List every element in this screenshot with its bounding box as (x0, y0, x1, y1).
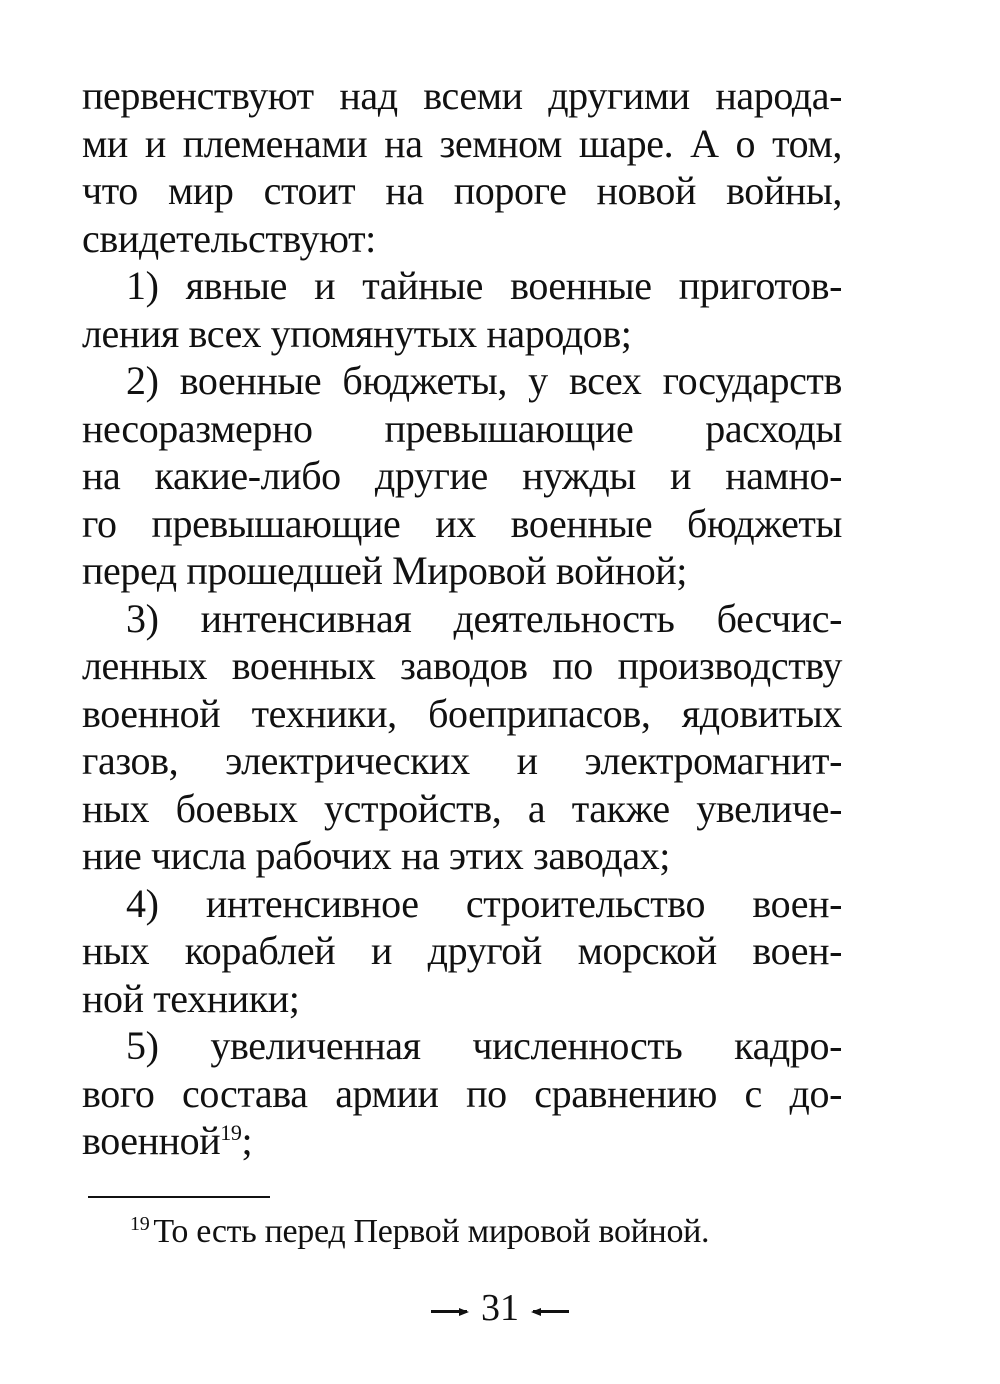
text-line: газов, электрических и электромагнит- (82, 738, 842, 783)
list-item-5-line: 5) увеличенная численность кадро- (126, 1023, 842, 1068)
ornament-dash-right-icon (533, 1310, 569, 1313)
ornament-dash-left-icon (431, 1310, 467, 1313)
list-item-1-line: 1) явные и тайные военные приготов- (126, 263, 842, 308)
list-item-3-line: 3) интенсивная деятельность бесчис- (126, 595, 842, 641)
text-line: перед прошедшей Мировой войной; (82, 548, 688, 593)
text-line: ние числа рабочих на этих заводах; (82, 833, 671, 878)
text-line: военной техники, боеприпасов, ядовитых (82, 690, 842, 736)
footnote-number: 19 (130, 1213, 150, 1235)
text-line: первенствуют над всеми другими народа- (82, 73, 842, 118)
text-fragment: военной (82, 1118, 221, 1163)
page-number-ornament (0, 1288, 1000, 1328)
text-line: ной техники; (82, 975, 300, 1021)
text-line: вого состава армии по сравнению с до- (82, 1070, 842, 1116)
text-line-with-footnote-ref (82, 1117, 842, 1165)
text-line: свидетельствуют: (82, 215, 376, 261)
text-line: что мир стоит на пороге новой войны, (82, 168, 842, 213)
list-item-4-line: 4) интенсивное строительство воен- (126, 880, 842, 926)
text-line: несоразмерно превышающие расходы (82, 405, 842, 451)
footnote (130, 1204, 709, 1252)
page-number: 31 (481, 1287, 519, 1329)
text-line: ных боевых устройств, а также увеличе- (82, 785, 842, 831)
text-line: на какие-либо другие нужды и намно- (82, 453, 842, 498)
text-line: ленных военных заводов по производству (82, 643, 842, 688)
text-line: ления всех упомянутых народов; (82, 310, 632, 356)
text-line: ми и племенами на земном шаре. А о том, (82, 120, 842, 166)
list-item-2-line: 2) военные бюджеты, у всех государств (126, 358, 842, 403)
text-fragment: ; (241, 1118, 253, 1163)
page-body (82, 72, 842, 1165)
footnote-text: То есть перед Первой мировой войной. (153, 1213, 710, 1250)
text-line: го превышающие их военные бюджеты (82, 500, 842, 546)
footnote-divider (88, 1196, 270, 1198)
text-line: ных кораблей и другой морской воен- (82, 928, 842, 973)
footnote-reference[interactable]: 19 (220, 1120, 242, 1145)
